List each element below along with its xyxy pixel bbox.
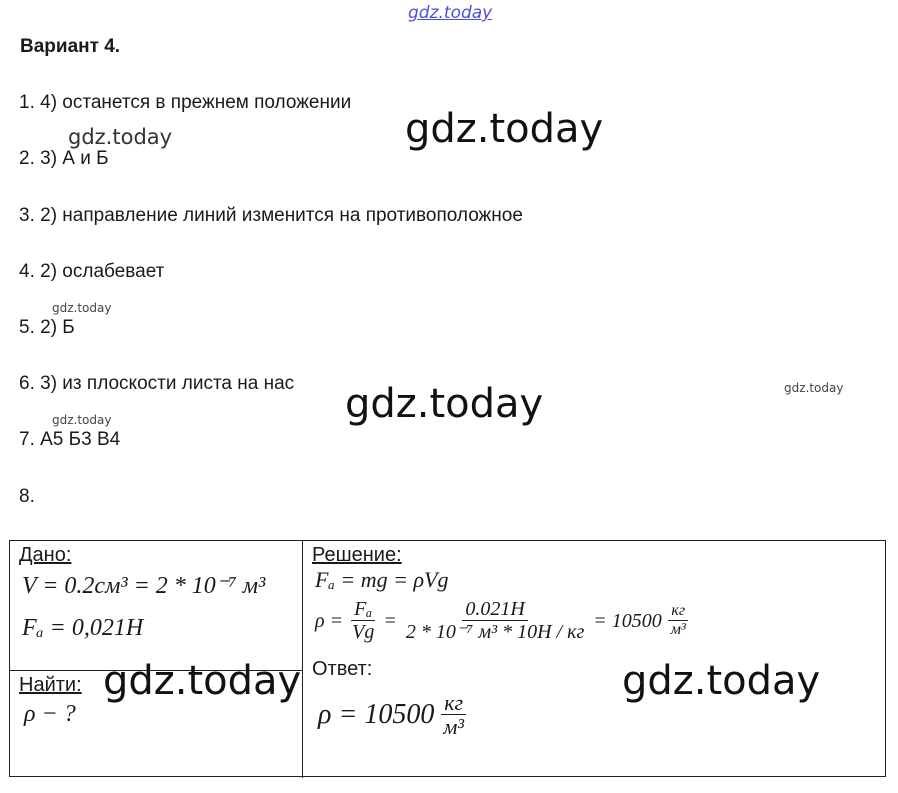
answer-unit-denominator: м³	[443, 714, 464, 740]
fraction	[349, 599, 377, 643]
given-force: Fₐ = 0,021Н	[22, 615, 144, 641]
solution-header: Решение:	[312, 544, 402, 566]
answer-unit-numerator: кг	[441, 691, 466, 715]
answer-line: 4. 2) ослабевает	[19, 261, 165, 282]
equals-sign: =	[383, 609, 397, 632]
unit-fraction	[668, 603, 689, 638]
answer-line: 7. А5 Б3 В4	[19, 429, 121, 450]
find-header: Найти:	[19, 674, 82, 696]
watermark-small: gdz.today	[52, 413, 112, 427]
find-density: ρ − ?	[24, 701, 76, 727]
answer-value: ρ = 10500	[318, 699, 435, 731]
page-title: Вариант 4.	[20, 36, 121, 57]
fraction-numerator: 0.021Н	[462, 599, 527, 621]
fraction-numerator: Fₐ	[351, 599, 375, 621]
formula-archimedes: Fₐ = mg = ρVg	[315, 567, 449, 592]
answer-unit-fraction	[440, 691, 467, 739]
watermark-large: gdz.today	[622, 658, 821, 704]
watermark-large: gdz.today	[345, 381, 544, 427]
fraction	[403, 599, 587, 643]
answer-line: 2. 3) А и Б	[19, 148, 109, 169]
answer-header: Ответ:	[312, 658, 373, 680]
watermark-medium: gdz.today	[68, 125, 173, 149]
final-answer	[318, 691, 467, 739]
watermark-small: gdz.today	[784, 381, 844, 395]
watermark-large: gdz.today	[405, 106, 604, 152]
answer-line: 5. 2) Б	[19, 317, 75, 338]
given-header: Дано:	[19, 544, 72, 566]
watermark-small: gdz.today	[52, 301, 112, 315]
watermark-link[interactable]: gdz.today	[408, 3, 493, 23]
fraction-denominator: 2 * 10⁻⁷ м³ * 10Н / кг	[405, 621, 585, 643]
answer-line: 8.	[19, 486, 35, 507]
result-value: = 10500	[593, 609, 662, 632]
answer-line: 3. 2) направление линий изменится на противоположное	[19, 205, 523, 226]
answer-line: 6. 3) из плоскости листа на нас	[19, 373, 295, 394]
rho-lhs: ρ =	[315, 609, 344, 632]
unit-numerator: кг	[668, 603, 688, 621]
watermark-large: gdz.today	[103, 658, 302, 704]
unit-denominator: м³	[670, 621, 686, 639]
table-divider	[302, 541, 303, 778]
density-calculation	[315, 599, 689, 643]
given-volume: V = 0.2см³ = 2 * 10⁻⁷ м³	[22, 573, 266, 599]
fraction-denominator: Vg	[352, 621, 375, 643]
answer-line: 1. 4) останется в прежнем положении	[19, 92, 352, 113]
